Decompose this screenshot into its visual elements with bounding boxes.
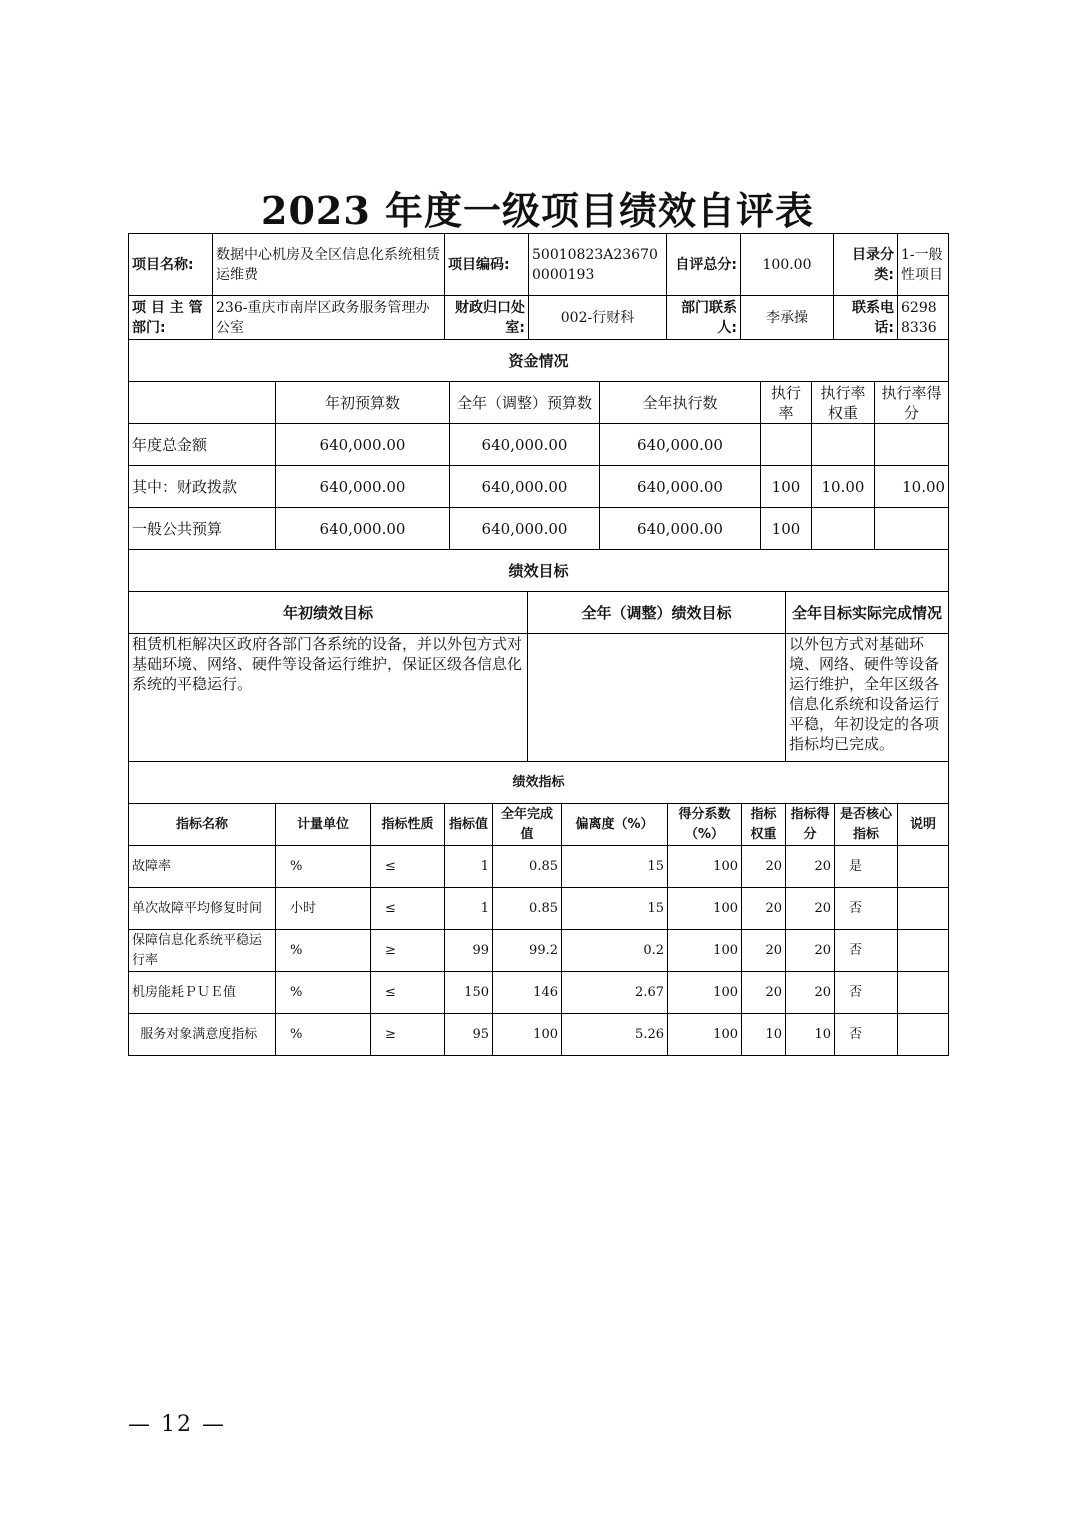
funds-row	[129, 466, 949, 508]
funds-header-cell: 全年执行数	[600, 382, 761, 424]
indicator-cell: ≤	[371, 972, 445, 1014]
indicator-cell: 15	[562, 846, 668, 888]
indicator-cell	[898, 930, 949, 972]
project-code-label: 项目编码:	[445, 234, 529, 296]
indicator-cell: 5.26	[562, 1014, 668, 1056]
funds-cell: 640,000.00	[276, 466, 450, 508]
indicator-cell: 100	[493, 1014, 562, 1056]
indicator-cell: 是	[835, 846, 898, 888]
indicator-cell: 150	[445, 972, 493, 1014]
indicator-cell: ≤	[371, 888, 445, 930]
indicator-cell: 保障信息化系统平稳运行率	[129, 930, 276, 972]
indicator-header-cell: 指标权重	[742, 804, 786, 846]
phone-value: 62988336	[898, 296, 949, 340]
indicator-cell: 10	[742, 1014, 786, 1056]
project-info-table	[128, 233, 949, 340]
page-title: 2023 年度一级项目绩效自评表	[261, 188, 814, 233]
indicator-cell: 100	[668, 972, 742, 1014]
project-code-value: 50010823A236700000193	[529, 234, 667, 296]
indicator-cell: 20	[786, 846, 835, 888]
indicator-cell: %	[276, 972, 371, 1014]
funds-header-cell: 执行率得分	[875, 382, 949, 424]
catalog-value: 1-一般性项目	[898, 234, 949, 296]
indicator-row	[129, 1014, 949, 1056]
indicator-cell: 10	[786, 1014, 835, 1056]
indicator-cell: 99.2	[493, 930, 562, 972]
funds-cell: 640,000.00	[450, 508, 600, 550]
indicator-cell: 1	[445, 846, 493, 888]
indicators-section-title: 绩效指标	[129, 762, 949, 804]
funds-header-cell: 全年（调整）预算数	[450, 382, 600, 424]
goals-table	[128, 549, 949, 762]
indicator-cell	[898, 1014, 949, 1056]
funds-cell	[875, 424, 949, 466]
funds-header-cell: 年初预算数	[276, 382, 450, 424]
project-name-value: 数据中心机房及全区信息化系统租赁运维费	[213, 234, 445, 296]
funds-cell	[875, 508, 949, 550]
indicator-cell: %	[276, 1014, 371, 1056]
indicator-cell: 15	[562, 888, 668, 930]
indicator-cell: 小时	[276, 888, 371, 930]
indicator-header-cell: 偏离度（%）	[562, 804, 668, 846]
funds-cell: 640,000.00	[600, 508, 761, 550]
indicator-cell: 机房能耗ＰＵＥ值	[129, 972, 276, 1014]
funds-cell: 一般公共预算	[129, 508, 276, 550]
indicator-cell: 否	[835, 1014, 898, 1056]
contact-label: 部门联系人:	[667, 296, 741, 340]
indicator-cell	[898, 888, 949, 930]
indicator-cell: 否	[835, 930, 898, 972]
indicator-cell: 20	[742, 846, 786, 888]
indicator-cell: 0.85	[493, 846, 562, 888]
indicator-cell: 否	[835, 888, 898, 930]
indicator-cell	[898, 972, 949, 1014]
indicator-row	[129, 888, 949, 930]
funds-section-title: 资金情况	[129, 340, 949, 382]
indicator-header-cell: 是否核心指标	[835, 804, 898, 846]
funds-cell: 640,000.00	[450, 466, 600, 508]
self-score-label: 自评总分:	[667, 234, 741, 296]
indicator-header-cell: 全年完成值	[493, 804, 562, 846]
indicator-cell: 服务对象满意度指标	[129, 1014, 276, 1056]
indicator-header-cell: 指标得分	[786, 804, 835, 846]
funds-cell: 10.00	[875, 466, 949, 508]
indicator-cell: 0.85	[493, 888, 562, 930]
funds-table	[128, 339, 949, 550]
indicator-cell: 20	[742, 930, 786, 972]
funds-cell: 年度总金额	[129, 424, 276, 466]
evaluation-form	[128, 233, 948, 1056]
indicator-cell: 99	[445, 930, 493, 972]
indicator-cell: 100	[668, 888, 742, 930]
funds-header-cell	[129, 382, 276, 424]
self-score-value: 100.00	[741, 234, 834, 296]
indicator-cell: 20	[786, 888, 835, 930]
indicator-cell: %	[276, 846, 371, 888]
indicator-cell: 0.2	[562, 930, 668, 972]
funds-cell: 100	[761, 508, 812, 550]
indicator-cell: 否	[835, 972, 898, 1014]
indicator-header-cell: 指标值	[445, 804, 493, 846]
indicator-cell	[898, 846, 949, 888]
contact-value: 李承操	[741, 296, 834, 340]
funds-row	[129, 508, 949, 550]
indicator-cell: 20	[742, 888, 786, 930]
funds-header-cell: 执行率权重	[812, 382, 875, 424]
goal-actual-text: 以外包方式对基础环境、网络、硬件等设备运行维护，全年区级各信息化系统和设备运行平稳，年初设定的各项指标均已完成。	[786, 634, 949, 762]
funds-cell: 100	[761, 466, 812, 508]
funds-cell: 640,000.00	[276, 424, 450, 466]
catalog-label: 目录分类:	[834, 234, 898, 296]
funds-cell	[761, 424, 812, 466]
funds-cell: 640,000.00	[600, 466, 761, 508]
goal-adjusted-text	[528, 634, 786, 762]
indicator-header-cell: 指标性质	[371, 804, 445, 846]
indicator-row	[129, 846, 949, 888]
goals-section-title: 绩效目标	[129, 550, 949, 592]
finance-office-label: 财政归口处室:	[445, 296, 529, 340]
indicator-row	[129, 930, 949, 972]
indicator-cell: 2.67	[562, 972, 668, 1014]
department-value: 236-重庆市南岸区政务服务管理办公室	[213, 296, 445, 340]
indicator-cell: 95	[445, 1014, 493, 1056]
indicator-cell: 1	[445, 888, 493, 930]
indicator-cell: 故障率	[129, 846, 276, 888]
indicator-cell: %	[276, 930, 371, 972]
indicator-cell: 20	[786, 972, 835, 1014]
funds-header-cell: 执行率	[761, 382, 812, 424]
funds-cell	[812, 424, 875, 466]
indicator-row	[129, 972, 949, 1014]
funds-row	[129, 424, 949, 466]
indicator-header-cell: 计量单位	[276, 804, 371, 846]
indicator-cell: 单次故障平均修复时间	[129, 888, 276, 930]
indicator-cell: 100	[668, 930, 742, 972]
indicator-cell: ≤	[371, 846, 445, 888]
indicator-cell: 100	[668, 1014, 742, 1056]
project-name-label: 项目名称:	[129, 234, 213, 296]
funds-cell: 640,000.00	[600, 424, 761, 466]
indicators-table	[128, 761, 949, 1056]
funds-cell: 10.00	[812, 466, 875, 508]
indicator-cell: 20	[786, 930, 835, 972]
indicator-header-cell: 得分系数（%）	[668, 804, 742, 846]
indicator-cell: 100	[668, 846, 742, 888]
indicator-header-cell: 指标名称	[129, 804, 276, 846]
indicator-cell: ≥	[371, 930, 445, 972]
indicator-cell: 146	[493, 972, 562, 1014]
funds-cell: 640,000.00	[276, 508, 450, 550]
phone-label: 联系电话:	[834, 296, 898, 340]
funds-cell: 640,000.00	[450, 424, 600, 466]
indicator-cell: 20	[742, 972, 786, 1014]
funds-cell	[812, 508, 875, 550]
goals-header-initial: 年初绩效目标	[129, 592, 528, 634]
finance-office-value: 002-行财科	[529, 296, 667, 340]
page-number: — 12 —	[128, 1412, 226, 1437]
goals-header-adjusted: 全年（调整）绩效目标	[528, 592, 786, 634]
indicator-cell: ≥	[371, 1014, 445, 1056]
department-label: 项 目 主 管部门:	[129, 296, 213, 340]
funds-cell: 其中：财政拨款	[129, 466, 276, 508]
goal-initial-text: 租赁机柜解决区政府各部门各系统的设备，并以外包方式对基础环境、网络、硬件等设备运行维护，保证区级各信息化系统的平稳运行。	[129, 634, 528, 762]
indicator-header-cell: 说明	[898, 804, 949, 846]
goals-header-actual: 全年目标实际完成情况	[786, 592, 949, 634]
